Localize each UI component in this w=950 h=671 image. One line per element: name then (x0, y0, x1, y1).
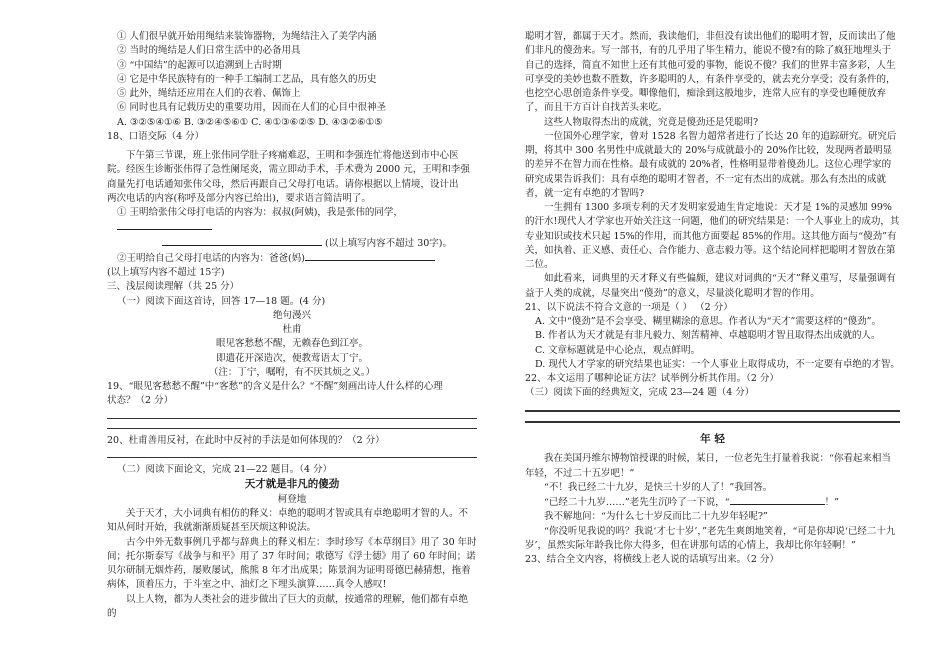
right-column (525, 30, 900, 567)
q18-text-line: 下午第三节课，班上张伟同学肚子疼痛难忍，王明和李强连忙将他送到市中心医 (126, 150, 459, 161)
essay-paragraph: 如此看来，词典里的天才释义有些偏颇，建议对词典的“天才”释义重写，尽量强调有益于人类的成就，尽量突出“傻劲”的意义，尽量淡化聪明才智的作用。 (525, 273, 896, 299)
option-item: ③ “中国结”的起源可以追溯到上古时期 (117, 59, 282, 71)
poem-note: （注：丁宁，嘱咐，有不厌其烦之义。） (208, 366, 376, 378)
option-item: ② 当时的绳结是人们日常生活中的必备用具 (117, 45, 301, 57)
call1-answer-blank-2[interactable] (162, 236, 322, 246)
option-item: ⑥ 同时也具有记载历史的重要功用，因而在人们的心目中很神圣 (117, 102, 387, 114)
poem-title: 绝句漫兴 (272, 309, 311, 321)
call1-suffix: (以上填写内容不超过 30字)。 (324, 237, 452, 249)
question-20: 20、杜甫善用反衬，在此时中反衬的手法是如何体现的？（2 分） (107, 434, 385, 446)
story-line: 我不解地问：“为什么七十岁反而比二十九岁年轻呢?” (544, 511, 768, 523)
option-item: ④ 它是中华民族特有的一种手工编制工艺品，具有悠久的历史 (117, 73, 377, 85)
q21-option: B. 作者认为天才就是有非凡毅力、刻苦精神、卓越聪明才智且取得杰出成就的人。 (535, 330, 881, 342)
story-line-text: “已经二十九岁……”老先生沉吟了一下说，“ (544, 497, 730, 508)
essay-author: 柯登地 (277, 493, 307, 505)
question-22: 22、本文运用了哪种论证方法？试举例分析其作用。（2 分） (525, 373, 779, 384)
question-18: 18、口语交际（4 分） (107, 130, 205, 142)
call1-prefix: ① 王明给张伟父母打电话的内容为：叔叔(阿姨)，我是张伟的同学， (117, 207, 403, 218)
question-23: 23、结合全文内容，将横线上老人说的话填写出来。（2 分） (525, 554, 779, 565)
call2-prefix: ②王明给自己父母打电话的内容为：爸爸(妈) (117, 252, 305, 264)
essay-paragraph: 以上人物，都为人类社会的进步做出了巨大的贡献，按通常的理解，他们都有卓绝的 (107, 593, 469, 619)
call1-line (107, 206, 477, 236)
call2-limit: (以上填写内容不超过 15字) (107, 267, 225, 278)
call2-line (107, 251, 477, 266)
question-21: 21、以下说法不符合文意的一项是（ ） （2 分） (525, 301, 733, 313)
q21-option: A. 文中“傻劲”是不会享受、糊里糊涂的意思。作者认为“天才”需要这样的“傻劲”。 (535, 316, 882, 327)
option-item: ⑤ 此外，绳结还应用在人们的衣着、佩饰上 (117, 88, 301, 99)
q21-option: C. 文章标题就是中心论点，观点鲜明。 (535, 344, 700, 356)
left-column (107, 30, 477, 621)
answer-choices: A. ③②⑤④①⑥ B. ③②④⑤⑥① C. ④①③⑥②⑤ D. ④③②⑥①⑤ (117, 116, 383, 128)
story-line: 我在美国丹维尔博物馆授课的时候，某日，一位老先生打量着我说：“你看起来相当年轻，不过二十五岁吧！” (525, 453, 891, 479)
story-answer-blank[interactable] (730, 495, 825, 505)
story-line-end: ！” (824, 497, 839, 508)
essay-paragraph: 关于天才，大小词典有相仿的释义：卓绝的聪明才智或具有卓绝聪明才智的人。不知从何时开始，我就渐渐质疑甚至厌烦这种说法。 (107, 508, 469, 534)
essay-paragraph: 一位国外心理学家，曾对 1528 名智力超常者进行了长达 20 年的追踪研究。研究后期，将其中 300 名男性中成就最大的 20%与成就最小的 20%作比较，发现两者最明显的差异不在智力而在性格。最有成就的 20%者，性格明显带着傻劲儿。这位心理学家的研究成果告诉我们：具有卓绝的聪明才智者，不一定有杰出的成就。那么有杰出的成就者，就一定有卓绝的才智吗? (525, 130, 897, 199)
poem-line: 眼见客愁愁不醒，无赖春色到江亭。 (215, 338, 368, 350)
part-2-heading: （二）阅读下面论文，完成 21—22 题目。（4 分） (117, 463, 333, 475)
essay-paragraph: 聪明才智，都属于天才。然而，我读他们，非但没有读出他们的聪明才智，反而读出了他们非凡的傻劲来。写一部书，有的几乎用了毕生精力，能说不傻?有的除了疯狂地埋头于自己的选择，简直不知世上还有其他可爱的事物，能说不傻？我们的世界丰富多彩，人生可享受的美妙也数不胜数，许多聪明的人，有条件享受的，就去充分享受；没有条件的，也挖空心思创造条件享受。唧像他们，痴涂到这般地步，连常人应有的享受也睡便放弃了，而且干方百计自找苦头来吃。 (525, 31, 896, 114)
call1-limit-line (107, 236, 477, 251)
part-3-heading: （三）阅读下面的经典短文，完成 23—24 题（4 分） (525, 387, 755, 399)
story-line: “不！我已经二十九岁，是快三十岁的人了！”我回答。 (544, 481, 773, 493)
q18-text-line: 两次电话的内容(称呼及部分内容已给出)，要求语言简洁明了。 (107, 192, 371, 204)
story-title: 年 轻 (700, 432, 725, 445)
q21-option: D. 现代人才学家的研究结果也证实：一个人事业上取得成功，不一定要有卓绝的才智。 (535, 358, 900, 370)
option-item: ① 人们很早就开始用绳结来装饰器物，为绳结注入了美学内涵 (117, 31, 377, 42)
story-line-with-blank (525, 495, 900, 510)
essay-paragraph: 一生拥有 1300 多项专利的天才发明家爱迪生肯定地说：天才是 1%的灵感加 99%的汗水!现代人才学家也开始关注这一问题，他们的研究结果是：一个人事业上的成功，其专业知识或技术只起 15%的作用，而其他方面要起 85%的作用。这其他方面与“傻劲”有关，如执着、正义感、责任心、合作能力、意志毅力等。这个结论同样把聪明才智放在第二位。 (525, 202, 900, 270)
story-line: “你没听见我说的吗？我说‘才七十岁’，”老先生爽朗地笑着，“可是你却说‘已经二十九岁’，虽然实际年龄我比你大得多，但在讲那句话的心情上，我却比你年轻啊！” (525, 525, 896, 551)
part-1-heading: （一）阅读下面这首诗，回答 17—18 题。(4 分) (117, 295, 326, 307)
call1-answer-blank[interactable] (117, 220, 212, 230)
question-19: 19、“眼见客愁愁不醒”中“客愁”的含义是什么？“不醒”刻画出诗人什么样的心理 (107, 381, 443, 392)
essay-title: 天才就是非凡的傻劲 (244, 478, 340, 490)
section-3-heading: 三、浅层阅读理解（共 25 分） (107, 281, 240, 293)
poem-author: 杜甫 (282, 324, 302, 335)
question-19-cont: 状态？（2 分） (107, 395, 174, 407)
q18-text-line: 院。经医生诊断张伟得了急性阑尾炎，需立即动手术，手术费为 2000 元，王明和李强 (107, 164, 470, 176)
call2-answer-blank[interactable] (305, 251, 435, 261)
poem-line: 即遣花开深造次，便教莺语太丁宁。 (215, 352, 368, 364)
essay-paragraph: 古今中外无数事例几乎都与辞典上的释义相左：李时珍写《本草纲目》用了 30 年时间；托尔斯泰写《战争与和平》用了 37 年时间；歌德写《浮士德》用了 60 年时间；诺贝尔研制无烟炸药，屡败屡试，熊熊 8 年才出成果；陈景润为证明哥德巴赫猜想，拖着病体，顶着压力，于斗室之中、油灯之下埋头演算……真令人感叹! (107, 536, 477, 591)
option-list (107, 30, 477, 116)
q18-text-line: 商量先打电话通知张伟父母，然后再跟自己父母打电话。请你根据以上情境，设计出 (107, 178, 459, 190)
essay-paragraph: 这些人物取得杰出的成就，究竟是傻劲还是凭聪明? (544, 116, 759, 128)
